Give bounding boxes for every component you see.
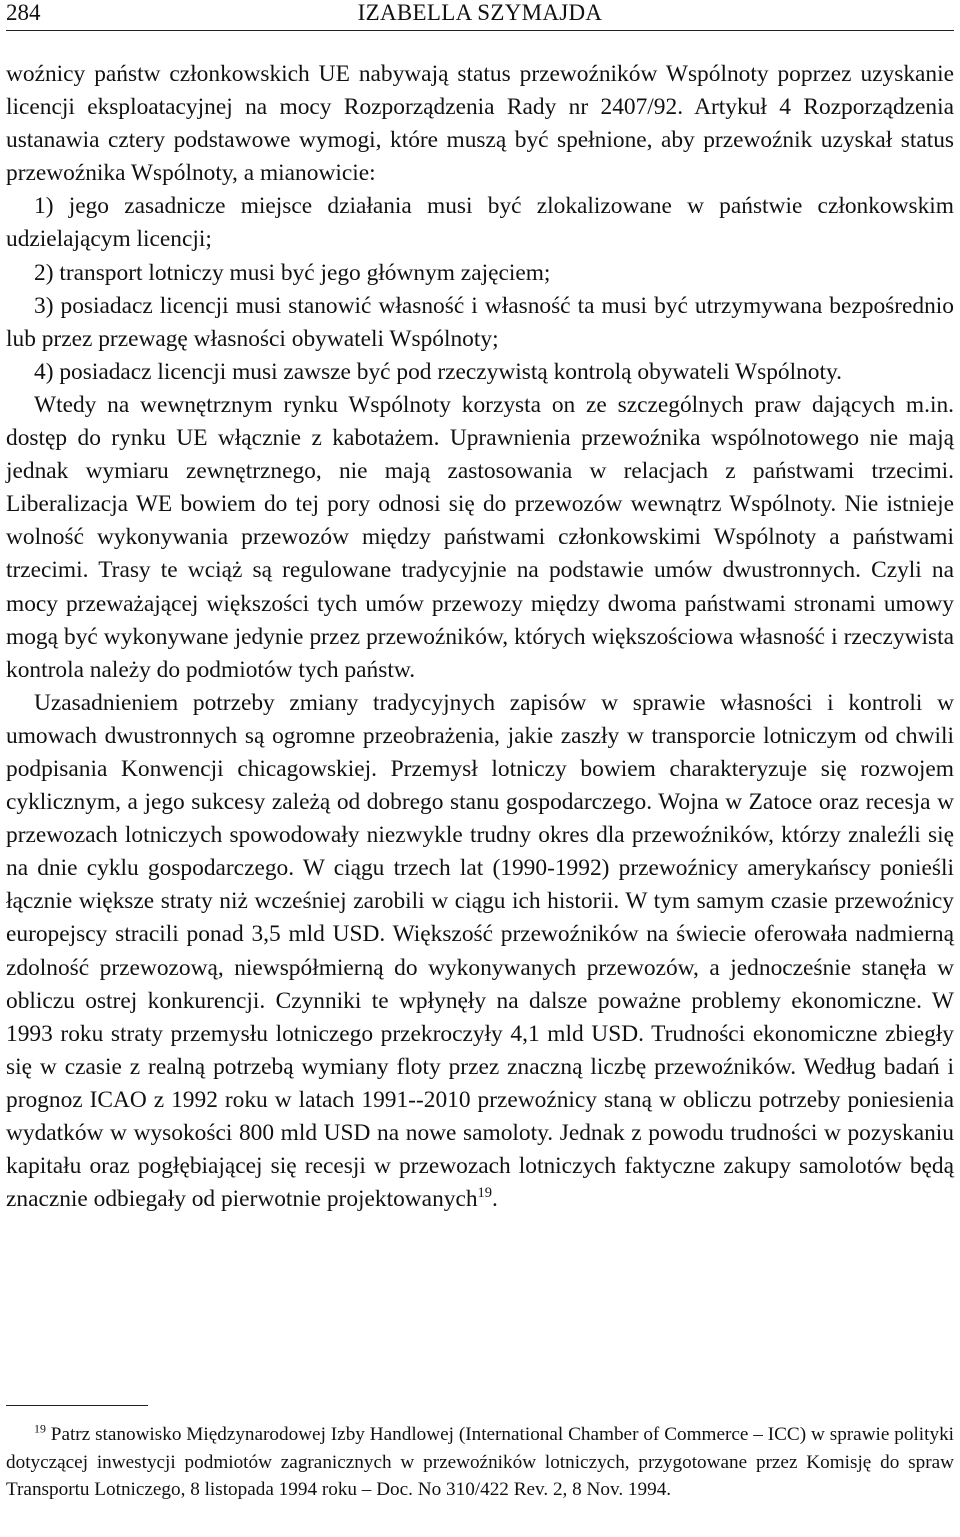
paragraph: Wtedy na wewnętrznym rynku Wspólnoty korzysta on ze szczególnych praw dających m.in. dostęp do rynku UE włącznie z kabotażem. Uprawnienia przewoźnika wspólnotowego nie mają jednak wymiaru zewnętrznego, nie mają zastosowania w relacjach z państwami trzecimi. Liberalizacja WE bowiem do tej pory odnosi się do przewozów wewnątrz Wspólnoty. Nie istnieje wolność wykonywania przewozów między państwami członkowskimi Wspólnoty a państwami trzecimi. Trasy te wciąż są regulowane tradycyjnie na podstawie umów dwustronnych. Czyli na mocy przeważającej większości tych umów przewozy między dwoma państwami stronami umowy mogą być wykonywane jedynie przez przewoźników, których większościowa własność i rzeczywista kontrola należy do podmiotów tych państw. [6,391,954,683]
paragraph-text: Uzasadnieniem potrzeby zmiany tradycyjnych zapisów w sprawie własności i kontroli w umowach dwustronnych są ogromne przeobrażenia, jakie zaszły w transporcie lotniczym od chwili podpisania Konwencji chicagowskiej. Przemysł lotniczy bowiem charakteryzuje się rozwojem cyklicznym, a jego sukcesy zależą od dobrego stanu gospodarczego. Wojna w Zatoce oraz recesja w przewozach lotniczych spowodowały niezwykle trudny okres dla przewoźników, którzy znaleźli się na dnie cyklu gospodarczego. W ciągu trzech lat (1990-1992) przewoźnicy amerykańscy ponieśli łącznie większe straty niż wcześniej zarobili w ciągu ich historii. W tym samym czasie przewoźnicy europejscy stracili ponad 3,5 mld USD. Większość przewoźników na świecie oferowała nadmierną zdolność przewozową, niewspółmierną do wykonywanych przewozów, a jednocześnie stanęła w obliczu ostrej konkurencji. Czynniki te wpłynęły na dalsze poważne problemy ekonomiczne. W 1993 roku straty przemysłu lotniczego przekroczyły 4,1 mld USD. Trudności ekonomiczne zbiegły się w czasie z realną potrzebą wymiany floty przez znaczną liczbę przewoźników. Według badań i prognoz ICAO z 1992 roku w latach 1991--2010 przewoźnicy staną w obliczu potrzeby poniesienia wydatków w wysokości 800 mld USD na nowe samoloty. Jednak z powodu trudności w pozyskaniu kapitału oraz pogłębiającej się recesji w przewozach lotniczych faktyczne zakupy samolotów będą znacznie odbiegały od pierwotnie projektowanych [6,689,954,1213]
body-text [6,58,954,1216]
paragraph-end: . [492,1186,498,1213]
list-item: 4) posiadacz licencji musi zawsze być pod rzeczywistą kontrolą obywateli Wspólnoty. [34,358,843,385]
footnote-number: 19 [34,1421,46,1436]
paragraph: woźnicy państw członkowskich UE nabywają status przewoźników Wspólnoty poprzez uzyskanie licencji eksploatacyjnej na mocy Rozporządzenia Rady nr 2407/92. Artykuł 4 Rozporządzenia ustanawia cztery podstawowe wymogi, które muszą być spełnione, aby przewoźnik uzyskał status przewoźnika Wspólnoty, a mianowicie: [6,61,954,187]
paragraph [6,687,954,1217]
footnote-divider [6,1405,148,1406]
list-item: 2) transport lotniczy musi być jego głównym zajęciem; [34,259,551,286]
running-head: IZABELLA SZYMAJDA [357,0,603,25]
page-number: 284 [6,0,41,25]
list-item: 3) posiadacz licencji musi stanowić własność i własność ta musi być utrzymywana bezpośrednio lub przez przewagę własności obywateli Wspólnoty; [6,292,954,352]
footnote-text: Patrz stanowisko Międzynarodowej Izby Handlowej (International Chamber of Commerce – ICC) w sprawie polityki dotyczącej inwestycji podmiotów zagranicznych w przewoźników lotniczych, przygotowane przez Komisję do spraw Transportu Lotniczego, 8 listopada 1994 roku – Doc. No 310/422 Rev. 2, 8 Nov. 1994. [6,1424,954,1501]
footnote [6,1421,954,1504]
footnote-reference[interactable]: 19 [477,1185,493,1202]
list-item: 1) jego zasadnicze miejsce działania musi być zlokalizowane w państwie członkowskim udzielającym licencji; [6,193,954,253]
page-header [6,0,954,31]
